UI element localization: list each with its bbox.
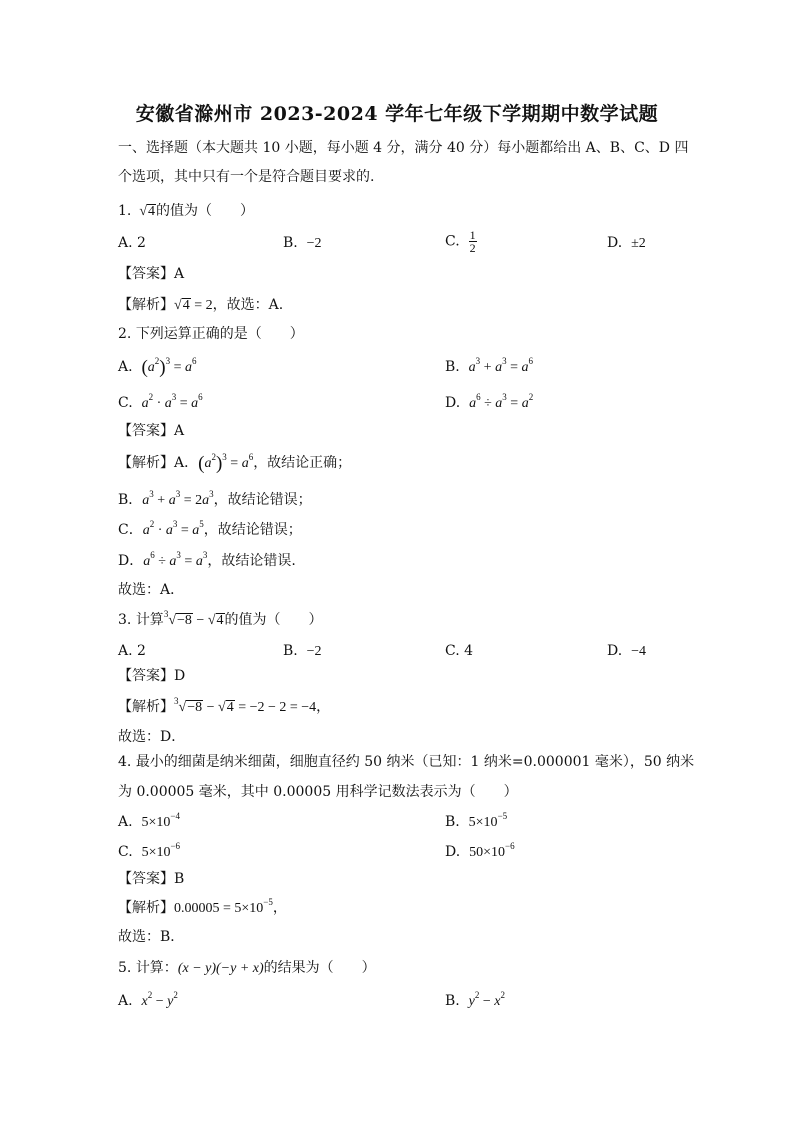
q2-stem: 2. 下列运算正确的是（ ） [118, 326, 304, 342]
q3-choose: 故选：D． [118, 729, 186, 745]
q3-answer: 【答案】D [118, 668, 186, 684]
q2-analysis-a: 【解析】A．$(a^2)^3 = a^6$，故结论正确； [118, 452, 352, 474]
page-title: 安徽省滁州市 2023-2024 学年七年级下学期期中数学试题 [135, 103, 659, 125]
q3-option-a: A. 2 [118, 643, 146, 659]
section-heading-line1: 一、选择题（本大题共 10 小题，每小题 4 分，满分 40 分）每小题都给出 A、B、C、D 四 [118, 140, 689, 156]
q1-stem-tail: 的值为（ ） [156, 203, 254, 219]
q1-number: 1. [118, 203, 132, 219]
q4-choose: 故选：B． [118, 929, 185, 945]
q1-radicand: 4 [148, 204, 155, 219]
q2-option-a: A. $(a^2)^3 = a^6$ [118, 356, 197, 378]
q4-answer: 【答案】B [118, 871, 185, 887]
q2-option-c: C. $a^2 \cdot a^3 = a^6$ [118, 392, 203, 411]
section-heading-line2: 个选项，其中只有一个是符合题目要求的. [118, 169, 375, 185]
q3-stem: 3. 计算$^3$√−8 − √4的值为（ ） [118, 609, 323, 628]
q4-option-d: D. $50\times 10^{-6}$ [445, 841, 515, 860]
q5-stem: 5. 计算：(x − y)(−y + x)的结果为（ ） [118, 960, 376, 976]
q3-option-b: B. −2 [283, 643, 322, 659]
q2-answer: 【答案】A [118, 423, 185, 439]
q2-analysis-c: C．$a^2 \cdot a^3 = a^5$，故结论错误； [118, 519, 302, 538]
q5-option-a: A. $x^2 - y^2$ [118, 990, 178, 1009]
q1-stem: 1. √4的值为（ ） [118, 203, 254, 219]
q1-option-c: C. $\frac{1}{2}$ [445, 228, 476, 255]
q2-analysis-d: D．$a^6 \div a^3 = a^3$，故结论错误. [118, 550, 296, 569]
q3-option-c: C. 4 [445, 643, 474, 659]
q2-option-d: D. $a^6 \div a^3 = a^2$ [445, 392, 534, 411]
q1-analysis: 【解析】√4 = 2，故选：A. [118, 297, 284, 313]
q4-stem-line2: 为 0.00005 毫米，其中 0.00005 用科学记数法表示为（ ） [118, 784, 518, 800]
q1-answer: 【答案】A [118, 266, 185, 282]
q1-fraction: $\frac{1}{2}$ [469, 228, 476, 255]
q1-option-b: B. −2 [283, 235, 322, 251]
q4-option-a: A. $5\times 10^{-4}$ [118, 811, 180, 830]
q2-option-b: B. $a^3 + a^3 = a^6$ [445, 356, 533, 375]
q4-stem-line1: 4. 最小的细菌是纳米细菌，细胞直径约 50 纳米（已知：1 纳米=0.000001 毫米），50 纳米 [118, 754, 695, 770]
q4-option-c: C. $5\times 10^{-6}$ [118, 841, 181, 860]
q5-option-b: B. $y^2 - x^2$ [445, 990, 505, 1009]
q1-option-a: A. 2 [118, 235, 146, 251]
q3-option-d: D. −4 [607, 643, 646, 659]
q2-analysis-b: B．$a^3 + a^3 = 2a^3$，故结论错误； [118, 489, 312, 508]
q4-analysis: 【解析】$0.00005 = 5\times 10^{-5}$， [118, 897, 287, 916]
q2-choose: 故选：A． [118, 582, 185, 598]
q4-option-b: B. $5\times 10^{-5}$ [445, 811, 508, 830]
q1-option-d: D. ±2 [607, 235, 646, 251]
q3-analysis: 【解析】$^3$√−8 − √4 = −2 − 2 = −4， [118, 696, 331, 715]
